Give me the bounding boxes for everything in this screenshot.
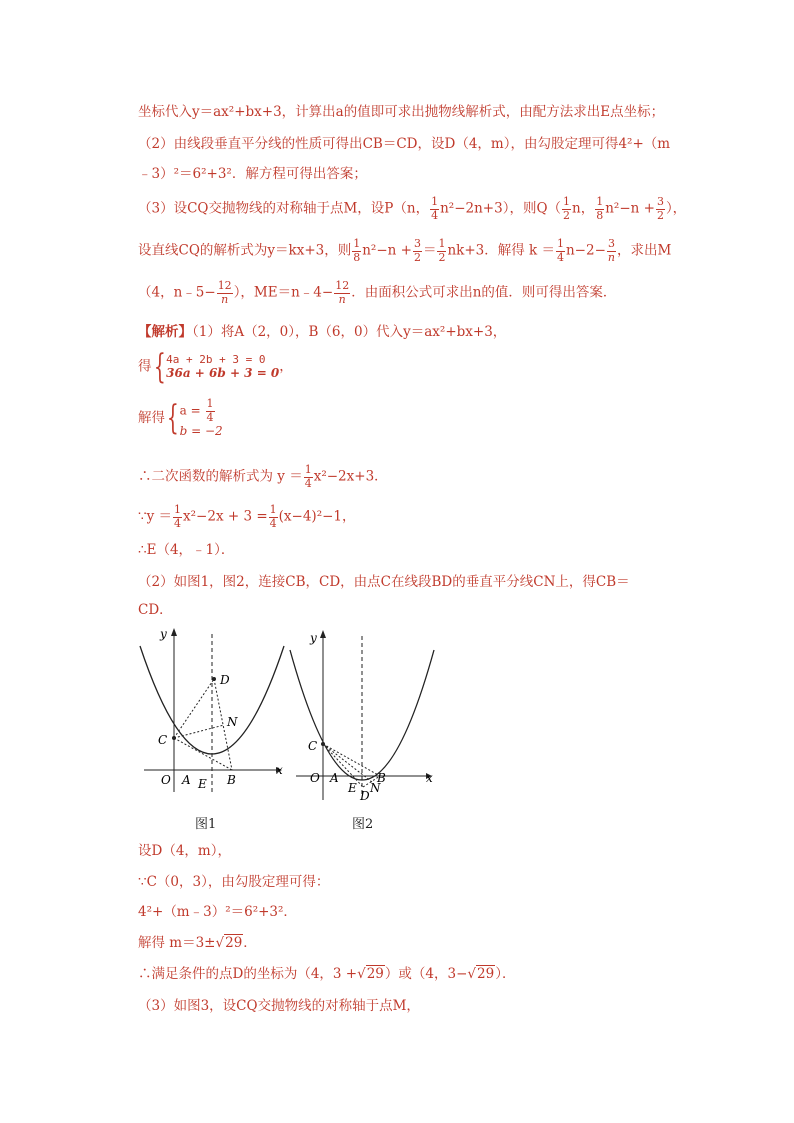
- line-4-part-e: ），: [665, 200, 687, 217]
- fraction-1-4: $\frac{1}{4}$: [556, 237, 564, 264]
- solution-b: b = −2: [179, 424, 223, 439]
- text-line-11: [138, 504, 356, 530]
- line-11-part-b: x²−2x + 3 =: [183, 508, 268, 525]
- fig1-y-arrow: [171, 628, 177, 636]
- text-line-6: [138, 280, 616, 306]
- line-11-part-c: (x−4)²−1，: [278, 508, 356, 525]
- sqrt-29: 29: [225, 935, 243, 951]
- text-line-9: [138, 398, 223, 439]
- sqrt-29: 29: [366, 966, 384, 982]
- text-line-15: [138, 845, 231, 859]
- fig2-label-E: E: [348, 781, 357, 795]
- fraction-1-2: $\frac{1}{2}$: [563, 195, 571, 222]
- line-20-text: （3）如图3，设CQ交抛物线的对称轴于点M，: [138, 998, 420, 1014]
- figure-2-caption: 图2: [352, 817, 374, 832]
- fraction-3-2: $\frac{3}{2}$: [656, 195, 664, 222]
- fig1-label-A: A: [182, 773, 191, 787]
- fig2-point-C: [321, 742, 325, 746]
- equation-system-1: [166, 353, 279, 381]
- left-brace: {: [166, 398, 179, 439]
- line-5-part-d: nk+3．解得 k ＝: [447, 242, 555, 259]
- text-line-16: [138, 876, 329, 890]
- fig2-label-D: D: [360, 789, 370, 803]
- text-line-18: 解得 m＝3±√29．: [138, 935, 257, 951]
- fig1-label-D: D: [220, 673, 230, 687]
- fig2-y-arrow: [320, 630, 326, 638]
- text-line-20: [138, 1000, 420, 1014]
- line-11-part-a: ∵y ＝: [138, 508, 173, 525]
- line-19-part-c: ）或（4，3−: [384, 966, 468, 982]
- equation-1: 4a + 2b + 3 = 0: [166, 353, 266, 367]
- text-line-2: [138, 138, 670, 152]
- line-3-text: ﹣3）²＝6²+3²．解方程可得出答案；: [138, 166, 367, 182]
- line-18-part-c: ．: [243, 935, 257, 951]
- line-8-suffix: ，: [279, 358, 293, 375]
- fraction-1-4: $\frac{1}{4}$: [174, 503, 182, 530]
- fraction-1-2: $\frac{1}{2}$: [438, 237, 446, 264]
- line-8-prefix: 得: [138, 358, 152, 375]
- fraction-1-8: $\frac{1}{8}$: [596, 195, 604, 222]
- fraction-3-2: $\frac{3}{2}$: [413, 237, 421, 264]
- text-line-19: ∴满足条件的点D的坐标为（4，3 +√29）或（4，3−√29）．: [138, 966, 516, 982]
- fig1-point-C: [172, 736, 176, 740]
- text-line-14: [138, 604, 173, 618]
- fig2-label-x: x: [426, 771, 433, 785]
- line-9-prefix: 解得: [138, 409, 165, 426]
- fig2-label-C: C: [308, 739, 318, 753]
- line-10-part-a: ∴二次函数的解析式为 y ＝: [138, 468, 303, 485]
- fig1-label-E: E: [198, 777, 207, 791]
- text-line-7: [138, 326, 506, 340]
- text-line-4: [138, 196, 686, 222]
- text-line-3: [138, 168, 367, 182]
- text-line-8: [138, 347, 293, 387]
- line-1-text: 坐标代入y＝ax²+bx+3，计算出a的值即可求出抛物线解析式，由配方法求出E点坐标；: [138, 104, 665, 120]
- line-5-part-e: n−2−: [565, 242, 606, 259]
- text-line-17: [138, 906, 297, 920]
- text-line-12: [138, 544, 234, 558]
- fig1-point-D: [212, 677, 216, 681]
- fraction-1-8: $\frac{1}{8}$: [353, 237, 361, 264]
- figure-1-caption: 图1: [195, 817, 217, 832]
- solution-a: a = $\frac{1}{4}$: [179, 397, 214, 424]
- line-16-text: ∵C（0，3），由勾股定理可得：: [138, 874, 330, 890]
- fig2-label-O: O: [310, 771, 320, 785]
- line-6-part-c: ．由面积公式可求出n的值．则可得出答案．: [351, 284, 617, 301]
- fraction-1-4: $\frac{1}{4}$: [304, 463, 312, 490]
- line-5-part-b: n²−n +: [362, 242, 412, 259]
- line-5-part-a: 设直线CQ的解析式为y＝kx+3，则: [138, 242, 352, 259]
- line-12-text: ∴E（4，﹣1）．: [138, 542, 235, 558]
- line-18-part-a: 解得 m＝3±: [138, 935, 216, 951]
- line-17-text: 4²+（m﹣3）²＝6²+3²．: [138, 904, 297, 920]
- fraction-12-n: $\frac{12}{n}$: [335, 279, 350, 306]
- sqrt-29: 29: [477, 966, 495, 982]
- fig1-label-N: N: [227, 715, 238, 729]
- fig2-label-N: N: [370, 781, 381, 795]
- fig1-segment-CB: [174, 738, 232, 770]
- fig2-label-A: A: [330, 771, 339, 785]
- line-6-part-b: ），ME＝n﹣4−: [233, 284, 334, 301]
- text-line-13: [138, 576, 630, 590]
- text-line-10: [138, 464, 388, 490]
- figure-1-diagram: [136, 624, 286, 794]
- line-19-part-a: ∴满足条件的点D的坐标为（4，3 +: [138, 966, 358, 982]
- text-line-1: [138, 106, 664, 120]
- line-6-part-a: （4，n﹣5−: [138, 284, 216, 301]
- solution-system: [180, 398, 223, 439]
- line-5-part-f: ，求出M: [617, 242, 672, 259]
- line-15-text: 设D（4，m），: [138, 843, 231, 859]
- fig2-label-B: B: [377, 771, 386, 785]
- fraction-1-4: $\frac{1}{4}$: [269, 503, 277, 530]
- line-2-text: （2）由线段垂直平分线的性质可得出CB＝CD，设D（4，m），由勾股定理可得4²+（m: [138, 136, 671, 152]
- fig1-label-y: y: [160, 627, 167, 641]
- line-4-part-b: n²−2n+3），则Q（: [440, 200, 562, 217]
- figure-2-diagram: [288, 624, 438, 804]
- line-4-part-a: （3）设CQ交抛物线的对称轴于点M，设P（n，: [138, 200, 430, 217]
- fig1-label-C: C: [158, 733, 168, 747]
- line-5-part-c: ＝: [422, 242, 437, 259]
- line-4-part-c: n，: [572, 200, 595, 217]
- fig1-label-O: O: [161, 773, 171, 787]
- analysis-tag: 【解析】: [138, 324, 192, 340]
- fraction-12-n: $\frac{12}{n}$: [217, 279, 232, 306]
- left-brace: {: [153, 347, 166, 387]
- line-4-part-d: n²−n +: [605, 200, 655, 217]
- equation-2: 36a + 6b + 3 = 0: [166, 366, 280, 381]
- fig1-label-x: x: [276, 763, 283, 777]
- fraction-3-n: $\frac{3}{n}$: [607, 237, 615, 264]
- line-14-text: CD．: [138, 602, 173, 618]
- fraction-1-4: $\frac{1}{4}$: [431, 195, 439, 222]
- fig1-segment-CD: [174, 679, 214, 738]
- fig2-segment-CD: [323, 744, 363, 787]
- line-13-text: （2）如图1，图2，连接CB，CD，由点C在线段BD的垂直平分线CN上，得CB＝: [138, 574, 630, 590]
- fig2-label-y: y: [310, 631, 317, 645]
- text-line-5: [138, 238, 671, 264]
- fig1-label-B: B: [227, 773, 236, 787]
- line-19-part-e: ）．: [495, 966, 516, 982]
- line-10-part-b: x²−2x+3．: [313, 468, 388, 485]
- line-7-text: （1）将A（2，0），B（6，0）代入y＝ax²+bx+3，: [192, 324, 507, 340]
